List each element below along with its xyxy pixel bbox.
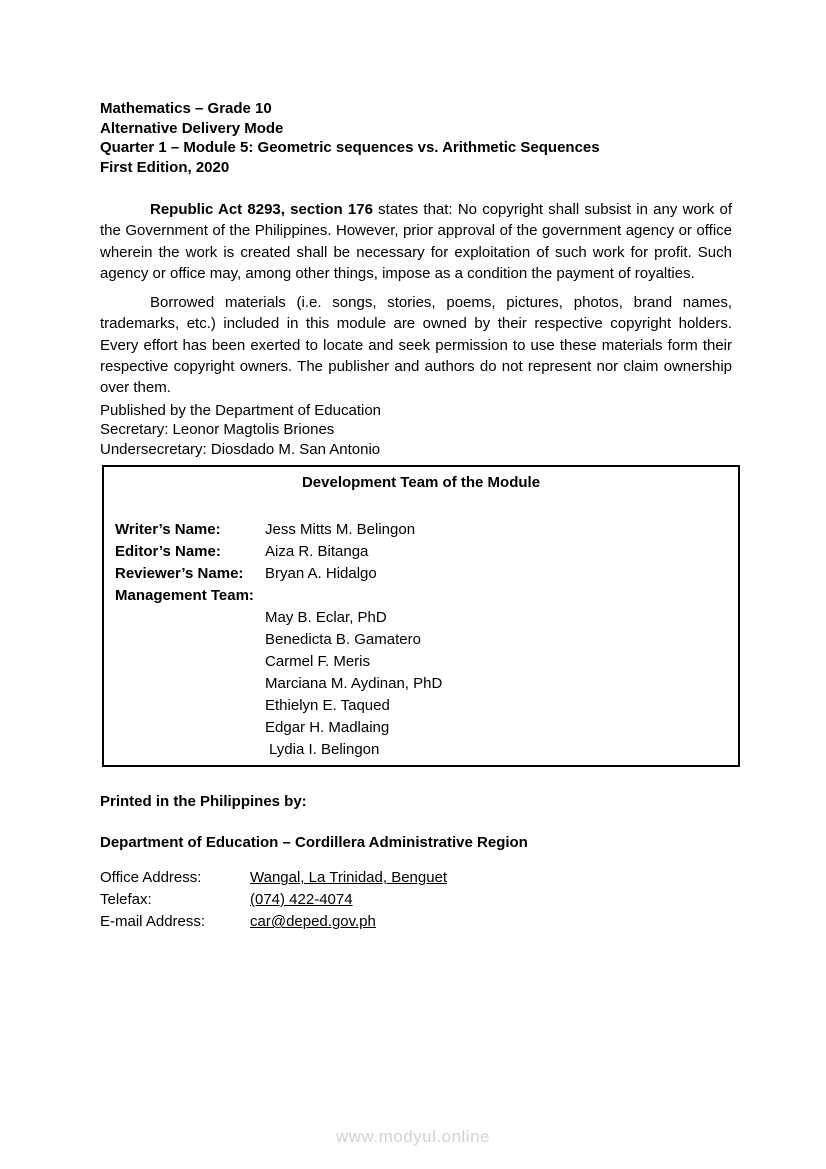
telefax-row [100,889,732,911]
header-delivery-mode-line: Alternative Delivery Mode [100,119,284,137]
development-team-title: Development Team of the Module [301,474,541,492]
publisher-info-block [100,401,732,460]
editor-name: Aiza R. Bitanga [265,543,369,561]
reviewer-name: Bryan A. Hidalgo [265,565,377,583]
management-member: Ethielyn E. Taqued [265,697,390,715]
module-header [100,99,732,177]
deped-region-line: Department of Education – Cordillera Administrative Region [100,833,528,851]
office-address-value: Wangal, La Trinidad, Benguet [250,869,448,887]
site-watermark: www.modyul.online [335,1127,490,1146]
printed-in-philippines-line: Printed in the Philippines by: [100,793,307,811]
writer-label: Writer’s Name: [115,521,221,539]
telefax-value: (074) 422-4074 [250,891,353,909]
telefax-label: Telefax: [100,891,152,909]
reviewer-row [115,563,727,585]
reviewer-label: Reviewer’s Name: [115,565,244,583]
writer-name: Jess Mitts M. Belingon [265,521,416,539]
page-content [100,99,732,933]
management-member: Marciana M. Aydinan, PhD [265,675,443,693]
office-address-label: Office Address: [100,869,202,887]
contact-info-block [100,867,732,933]
published-by-line: Published by the Department of Education [100,401,382,419]
management-member: Carmel F. Meris [265,653,371,671]
copyright-paragraph [100,199,732,284]
copyright-act-reference: Republic Act 8293, section 176 [150,201,373,218]
borrowed-materials-paragraph: Borrowed materials (i.e. songs, stories, poems, pictures, photos, brand names, trademarks, etc.) included in this module are owned by their respective copyright holders. Every effort has been exerted to locate and seek permission to use these materials form their respective copyright owners. The publisher and authors do not represent nor claim ownership over them. [100,294,732,397]
office-address-row [100,867,732,889]
management-team-list [115,607,727,761]
email-address-value: car@deped.gov.ph [250,913,376,931]
copyright-paragraph-text: states that: No copyright shall subsist in any work of the Government of the Philippines. However, prior approval of the government agency or office wherein the work is created shall be necessary for exploitation of such work for profit. Such agency or office may, among other things, impose as a condition the payment of royalties. [100,201,733,282]
management-member: Benedicta B. Gamatero [265,631,421,649]
header-edition-line: First Edition, 2020 [100,158,230,176]
undersecretary-line: Undersecretary: Diosdado M. San Antonio [100,440,381,458]
development-team-box [102,465,740,767]
email-address-label: E-mail Address: [100,913,206,931]
editor-row [115,541,727,563]
writer-row [115,519,727,541]
management-member: Edgar H. Madlaing [265,719,390,737]
management-member: Lydia I. Belingon [269,741,380,759]
management-team-label: Management Team: [115,587,254,605]
header-module-title-line: Quarter 1 – Module 5: Geometric sequences vs. Arithmetic Sequences [100,139,600,156]
email-address-row [100,911,732,933]
secretary-line: Secretary: Leonor Magtolis Briones [100,421,335,439]
header-subject-line: Mathematics – Grade 10 [100,100,272,117]
editor-label: Editor’s Name: [115,543,221,561]
management-member: May B. Eclar, PhD [265,609,387,627]
